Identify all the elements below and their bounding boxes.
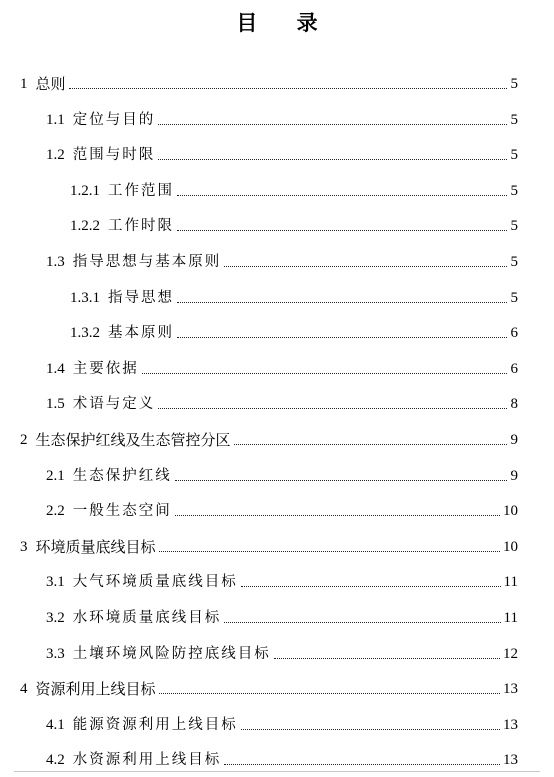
toc-entry-page-number: 6 (510, 360, 518, 377)
toc-entry[interactable] (46, 143, 518, 165)
dot-leader (177, 229, 507, 231)
toc-entry-number: 1.3.2 (70, 325, 100, 342)
toc-entry[interactable] (70, 179, 518, 201)
toc-entry-label: 工作范围 (108, 182, 174, 199)
toc-entry-page-number: 9 (510, 467, 518, 484)
dot-leader (142, 372, 507, 374)
toc-entry-label: 范围与时限 (72, 147, 156, 164)
toc-entry-number: 2.1 (46, 467, 65, 484)
toc-entry[interactable] (46, 464, 518, 486)
dot-leader (177, 301, 507, 303)
dot-leader (224, 265, 507, 267)
toc-entry-label: 能源资源利用上线目标 (72, 716, 238, 733)
toc-entry-label: 土壤环境风险防控底线目标 (72, 645, 271, 662)
dot-leader (175, 479, 507, 481)
toc-entry[interactable] (20, 72, 518, 94)
toc-entry-page-number: 13 (503, 752, 518, 769)
toc-entry[interactable] (46, 250, 518, 272)
dot-leader (158, 158, 507, 160)
toc-entry-page-number: 5 (510, 182, 518, 199)
toc-entry-number: 2 (20, 432, 28, 448)
toc-entry-label: 大气环境质量底线目标 (72, 574, 238, 591)
toc-entry-page-number: 5 (510, 111, 518, 128)
toc-entry-page-number: 5 (510, 76, 518, 92)
toc-entry[interactable] (70, 321, 518, 343)
toc-entry-number: 1.2.2 (70, 218, 100, 235)
toc-entry-label: 定位与目的 (72, 111, 156, 128)
dot-leader (175, 514, 500, 516)
toc-entry-label: 术语与定义 (72, 396, 156, 413)
toc-entry-label: 资源利用上线目标 (35, 680, 156, 699)
toc-entry-label: 主要依据 (72, 360, 139, 377)
toc-entry-number: 3 (20, 538, 28, 555)
toc-entry-number: 3.2 (46, 610, 65, 626)
toc-entry-page-number: 5 (510, 289, 518, 306)
dot-leader (224, 621, 500, 623)
dot-leader (158, 407, 507, 409)
toc-entry-label: 一般生态空间 (72, 503, 172, 520)
dot-leader (177, 194, 507, 196)
toc-entry-label: 生态保护红线及生态管控分区 (35, 431, 231, 449)
toc-entry-label: 工作时限 (108, 218, 174, 235)
toc-entry-label: 基本原则 (108, 325, 174, 342)
toc-entry[interactable] (46, 357, 518, 379)
toc-entry-number: 3.3 (46, 645, 65, 662)
toc-entry-number: 4.2 (46, 752, 65, 769)
toc-entry-page-number: 5 (510, 147, 518, 164)
dot-leader (241, 728, 500, 730)
toc-entry-page-number: 13 (503, 681, 518, 698)
toc-entry[interactable] (20, 677, 518, 699)
toc-entry-page-number: 10 (503, 503, 518, 520)
toc-entry[interactable] (20, 535, 518, 557)
toc-entry-number: 2.2 (46, 503, 65, 520)
dot-leader (241, 585, 501, 587)
toc-entry-label: 总则 (35, 75, 66, 93)
dot-leader (274, 657, 500, 659)
page-divider (14, 771, 540, 772)
toc-entry-page-number: 8 (510, 396, 518, 413)
toc-entry-page-number: 9 (510, 432, 518, 448)
toc-entry[interactable] (46, 748, 518, 770)
toc-entry-page-number: 12 (503, 645, 518, 662)
toc-entry-page-number: 6 (510, 325, 518, 342)
toc-entry-page-number: 13 (503, 716, 518, 733)
toc-entry-page-number: 11 (503, 574, 518, 591)
toc-entry[interactable] (46, 570, 518, 592)
toc-entry-page-number: 5 (510, 218, 518, 235)
dot-leader (159, 692, 500, 694)
toc-entry-label: 指导思想与基本原则 (72, 254, 222, 270)
toc-entry-number: 1.3 (46, 254, 65, 270)
toc-entry-label: 指导思想 (108, 289, 174, 306)
toc-entry[interactable] (20, 428, 518, 450)
toc-entry[interactable] (46, 392, 518, 414)
toc-entry-number: 3.1 (46, 574, 65, 591)
dot-leader (69, 87, 507, 89)
toc-entry-number: 4.1 (46, 716, 65, 733)
toc-entry-page-number: 10 (503, 538, 518, 555)
toc-entry-number: 1.1 (46, 111, 65, 128)
toc-entry-number: 1.5 (46, 396, 65, 413)
toc-entry[interactable] (46, 606, 518, 628)
toc-entry[interactable] (46, 642, 518, 664)
toc-entry-number: 1 (20, 76, 28, 92)
toc-entry-label: 水资源利用上线目标 (72, 752, 222, 769)
page-title: 目 录 (236, 11, 334, 35)
toc-entry-page-number: 5 (510, 254, 518, 270)
toc-entry-number: 4 (20, 681, 28, 698)
toc-entry[interactable] (46, 108, 518, 130)
dot-leader (234, 443, 507, 445)
toc-entry[interactable] (70, 214, 518, 236)
toc-entry-page-number: 11 (503, 610, 518, 626)
toc-entry-label: 环境质量底线目标 (35, 537, 156, 556)
toc-entry[interactable] (70, 286, 518, 308)
toc-entry[interactable] (46, 713, 518, 735)
toc-entry-number: 1.2 (46, 147, 65, 164)
toc-entry-number: 1.4 (46, 360, 65, 377)
toc-entry[interactable] (46, 499, 518, 521)
toc-entry-label: 生态保护红线 (72, 467, 172, 484)
dot-leader (158, 123, 507, 125)
dot-leader (177, 336, 507, 338)
dot-leader (224, 763, 500, 765)
dot-leader (159, 550, 500, 552)
toc-entry-number: 1.2.1 (70, 182, 100, 199)
toc-entry-number: 1.3.1 (70, 289, 100, 306)
toc-entry-label: 水环境质量底线目标 (72, 610, 222, 626)
